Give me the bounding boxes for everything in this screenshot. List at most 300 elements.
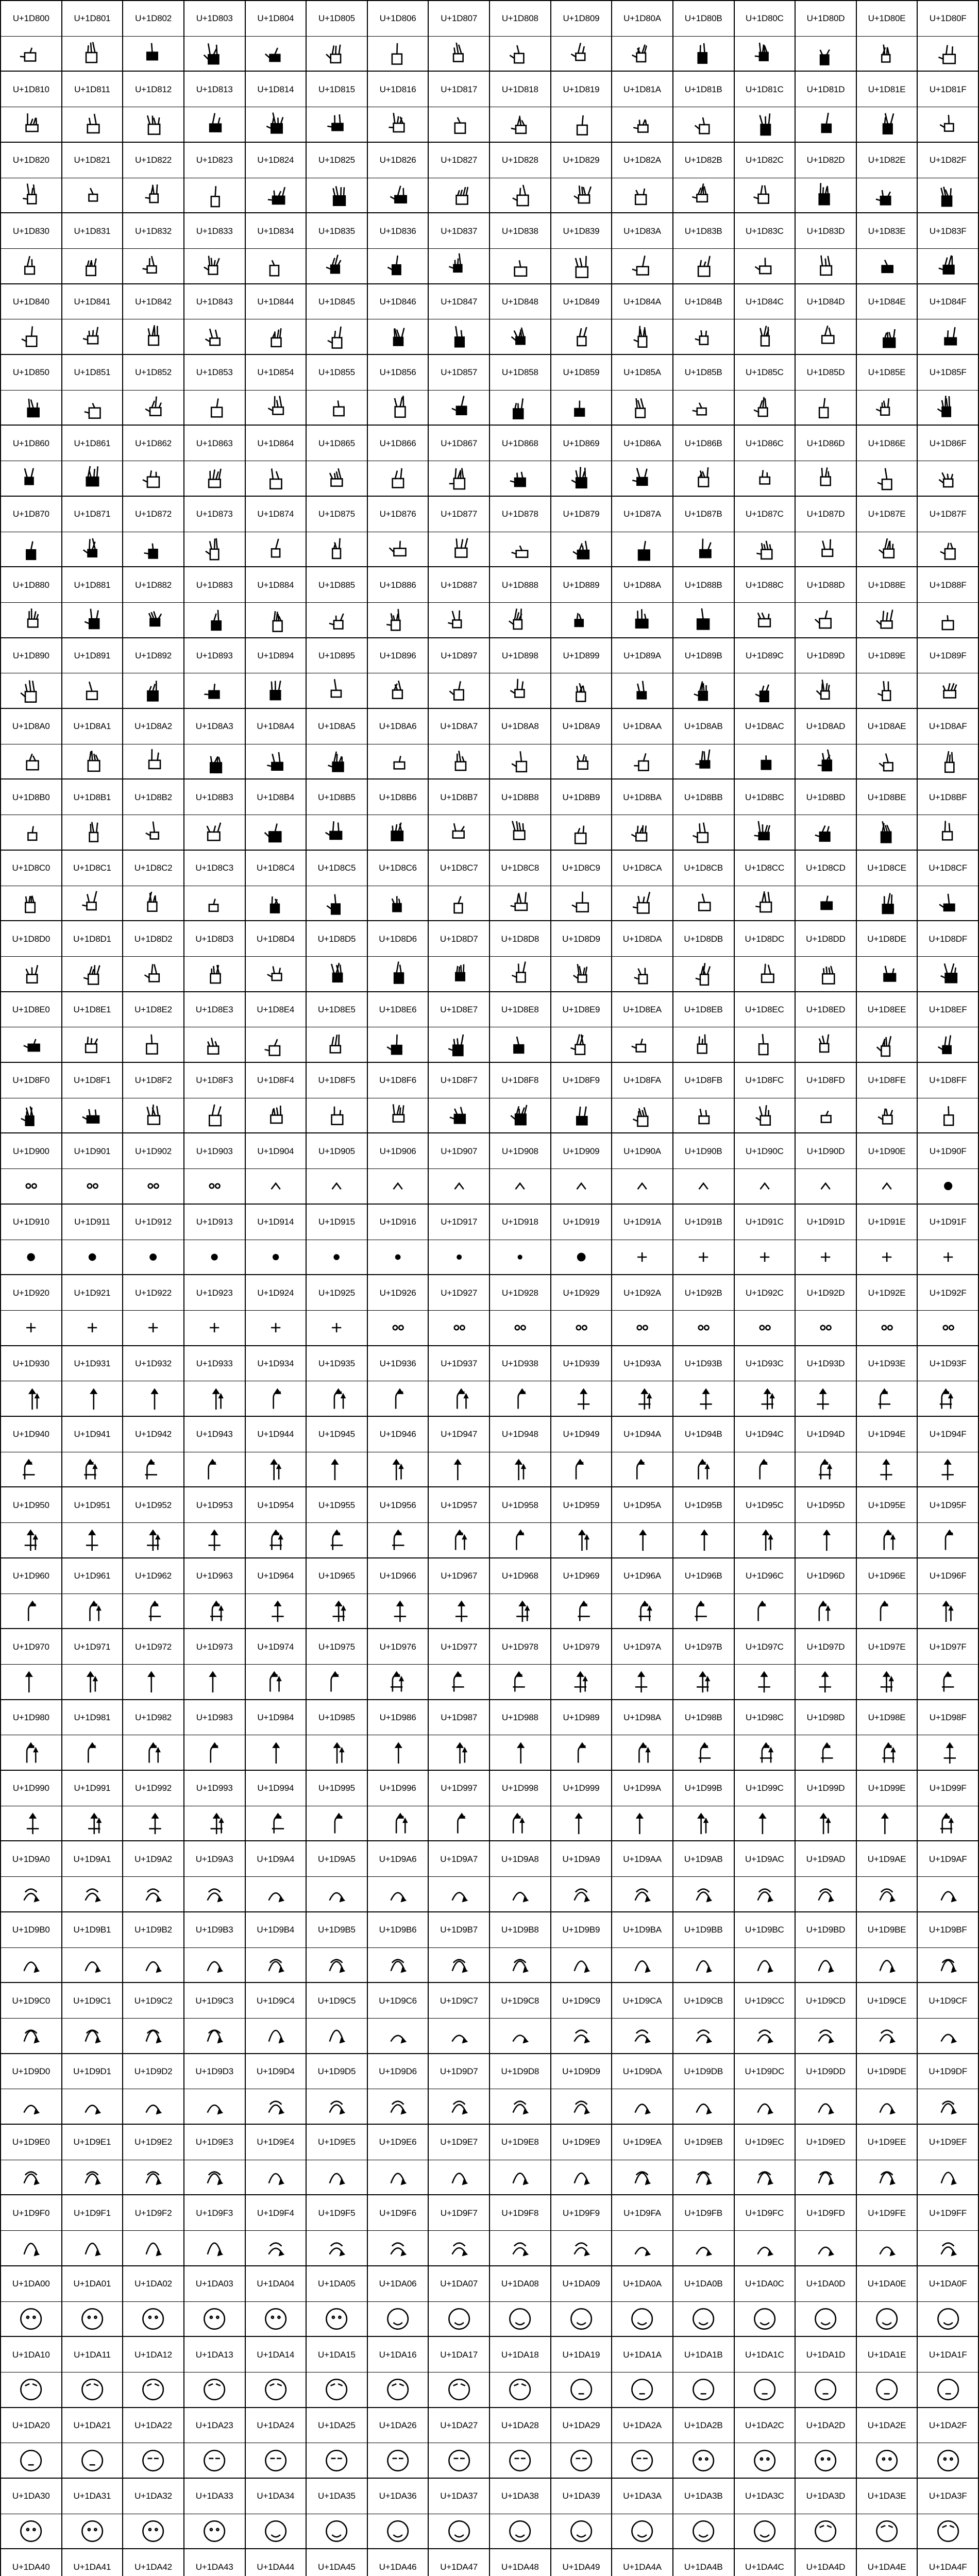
codepoint-label: U+1D9BC (735, 1912, 796, 1948)
glyph-drawing (501, 2022, 538, 2049)
glyph-drawing (685, 677, 722, 704)
glyph-drawing (257, 394, 294, 421)
codepoint-label: U+1D9B8 (490, 1912, 551, 1948)
codepoint-label: U+1D8B6 (368, 779, 429, 815)
glyph-drawing (74, 2093, 111, 2120)
codepoint-label: U+1D906 (368, 1133, 429, 1169)
glyph-drawing (563, 1668, 600, 1695)
sutton-signwriting-glyph-icon (123, 1311, 184, 1346)
glyph-drawing (441, 606, 478, 633)
glyph-drawing (74, 1881, 111, 1908)
sutton-signwriting-glyph-icon (62, 1665, 124, 1700)
sutton-signwriting-glyph-icon (490, 2443, 551, 2479)
sutton-signwriting-glyph-icon (612, 1381, 673, 1417)
codepoint-label: U+1D969 (551, 1558, 613, 1594)
sutton-signwriting-glyph-icon (857, 532, 918, 568)
glyph-drawing (868, 1385, 905, 1412)
codepoint-label: U+1D9F3 (184, 2195, 246, 2231)
codepoint-label: U+1D9AE (857, 1841, 918, 1877)
glyph-drawing (868, 1031, 905, 1058)
glyph-drawing (623, 960, 661, 987)
codepoint-label: U+1D911 (62, 1205, 124, 1240)
glyph-drawing (318, 1031, 355, 1058)
codepoint-label: U+1D91A (612, 1205, 673, 1240)
codepoint-label: U+1D88C (735, 567, 796, 603)
sutton-signwriting-glyph-icon (673, 1169, 735, 1205)
codepoint-label: U+1D972 (123, 1629, 184, 1665)
codepoint-label: U+1D9C1 (62, 1983, 124, 2019)
sutton-signwriting-glyph-icon (123, 1240, 184, 1276)
sutton-signwriting-glyph-icon (1, 1948, 62, 1984)
sutton-signwriting-glyph-icon (490, 37, 551, 72)
sutton-signwriting-glyph-icon (62, 603, 124, 638)
sutton-signwriting-glyph-icon (1, 1240, 62, 1276)
codepoint-label: U+1D917 (429, 1205, 490, 1240)
glyph-drawing (12, 1173, 49, 1199)
codepoint-label: U+1D964 (246, 1558, 307, 1594)
sutton-signwriting-glyph-icon (246, 2019, 307, 2054)
glyph-drawing (807, 536, 844, 563)
codepoint-label: U+1D83F (918, 213, 979, 249)
sutton-signwriting-glyph-icon (184, 744, 246, 780)
codepoint-label: U+1D998 (490, 1771, 551, 1806)
codepoint-label: U+1DA16 (368, 2337, 429, 2372)
sutton-signwriting-glyph-icon (368, 461, 429, 497)
sutton-signwriting-glyph-icon (857, 1027, 918, 1063)
sutton-signwriting-glyph-icon (246, 2231, 307, 2266)
codepoint-label: U+1D9AF (918, 1841, 979, 1877)
sutton-signwriting-glyph-icon (796, 1665, 857, 1700)
glyph-drawing (257, 2235, 294, 2262)
glyph-drawing (257, 819, 294, 845)
sutton-signwriting-glyph-icon (490, 319, 551, 355)
codepoint-label: U+1D81C (735, 72, 796, 107)
codepoint-label: U+1D93A (612, 1346, 673, 1382)
glyph-drawing (379, 1456, 416, 1483)
codepoint-label: U+1DA40 (1, 2549, 62, 2576)
codepoint-label: U+1D945 (307, 1417, 368, 1452)
codepoint-label: U+1D8FC (735, 1063, 796, 1098)
glyph-drawing (746, 1244, 783, 1270)
codepoint-label: U+1D865 (307, 426, 368, 461)
codepoint-label: U+1D840 (1, 284, 62, 320)
codepoint-label: U+1D803 (184, 1, 246, 37)
glyph-drawing (930, 1173, 967, 1199)
sutton-signwriting-glyph-icon (246, 107, 307, 143)
codepoint-label: U+1D81B (673, 72, 735, 107)
glyph-drawing (441, 819, 478, 845)
codepoint-label: U+1D868 (490, 426, 551, 461)
sutton-signwriting-glyph-icon (368, 1027, 429, 1063)
glyph-drawing (12, 1102, 49, 1129)
glyph-drawing (257, 1314, 294, 1341)
glyph-drawing (685, 2235, 722, 2262)
sutton-signwriting-glyph-icon (307, 178, 368, 214)
codepoint-label: U+1D9B9 (551, 1912, 613, 1948)
codepoint-label: U+1D8A3 (184, 709, 246, 744)
sutton-signwriting-glyph-icon (184, 1381, 246, 1417)
codepoint-label: U+1D80A (612, 1, 673, 37)
sutton-signwriting-glyph-icon (1, 2160, 62, 2196)
sutton-signwriting-glyph-icon (1, 2443, 62, 2479)
sutton-signwriting-glyph-icon (612, 1665, 673, 1700)
glyph-drawing (623, 1598, 661, 1624)
codepoint-label: U+1D817 (429, 72, 490, 107)
codepoint-label: U+1DA27 (429, 2408, 490, 2444)
sutton-signwriting-glyph-icon (62, 2089, 124, 2125)
glyph-drawing (257, 111, 294, 138)
codepoint-label: U+1D903 (184, 1133, 246, 1169)
glyph-drawing (318, 40, 355, 67)
codepoint-label: U+1D8C5 (307, 851, 368, 886)
glyph-drawing (441, 1385, 478, 1412)
codepoint-label: U+1D9FD (796, 2195, 857, 2231)
glyph-drawing (196, 960, 233, 987)
glyph-drawing (746, 2093, 783, 2120)
codepoint-label: U+1D981 (62, 1700, 124, 1736)
codepoint-label: U+1D801 (62, 1, 124, 37)
sutton-signwriting-glyph-icon (796, 1027, 857, 1063)
codepoint-label: U+1D92C (735, 1275, 796, 1311)
glyph-drawing (196, 1102, 233, 1129)
codepoint-label: U+1D8F2 (123, 1063, 184, 1098)
sutton-signwriting-glyph-icon (735, 2160, 796, 2196)
glyph-drawing (868, 2376, 905, 2403)
codepoint-label: U+1D942 (123, 1417, 184, 1452)
codepoint-label: U+1D875 (307, 497, 368, 532)
codepoint-label: U+1D894 (246, 638, 307, 674)
glyph-drawing (12, 819, 49, 845)
sutton-signwriting-glyph-icon (857, 37, 918, 72)
sutton-signwriting-glyph-icon (551, 391, 613, 426)
codepoint-label: U+1D837 (429, 213, 490, 249)
glyph-drawing (868, 1952, 905, 1978)
glyph-drawing (746, 111, 783, 138)
glyph-drawing (563, 1244, 600, 1270)
sutton-signwriting-glyph-icon (246, 391, 307, 426)
sutton-signwriting-glyph-icon (429, 1452, 490, 1488)
codepoint-label: U+1D8F8 (490, 1063, 551, 1098)
codepoint-label: U+1D948 (490, 1417, 551, 1452)
glyph-drawing (930, 1456, 967, 1483)
codepoint-label: U+1D956 (368, 1487, 429, 1523)
glyph-drawing (196, 1810, 233, 1837)
sutton-signwriting-glyph-icon (368, 37, 429, 72)
sutton-signwriting-glyph-icon (62, 2302, 124, 2337)
codepoint-label: U+1D872 (123, 497, 184, 532)
codepoint-label: U+1DA20 (1, 2408, 62, 2444)
glyph-drawing (12, 1598, 49, 1624)
codepoint-label: U+1D9DA (612, 2054, 673, 2090)
glyph-drawing (563, 1881, 600, 1908)
glyph-drawing (930, 1527, 967, 1553)
glyph-drawing (868, 2164, 905, 2191)
sutton-signwriting-glyph-icon (673, 2372, 735, 2408)
codepoint-label: U+1D891 (62, 638, 124, 674)
glyph-drawing (318, 1598, 355, 1624)
codepoint-label: U+1D8AB (673, 709, 735, 744)
sutton-signwriting-glyph-icon (673, 1665, 735, 1700)
glyph-drawing (74, 2518, 111, 2545)
codepoint-label: U+1D952 (123, 1487, 184, 1523)
sutton-signwriting-glyph-icon (673, 1381, 735, 1417)
glyph-drawing (441, 252, 478, 279)
codepoint-label: U+1D97A (612, 1629, 673, 1665)
codepoint-label: U+1D88B (673, 567, 735, 603)
sutton-signwriting-glyph-icon (551, 532, 613, 568)
codepoint-label: U+1DA22 (123, 2408, 184, 2444)
glyph-drawing (12, 2376, 49, 2403)
codepoint-label: U+1D9C3 (184, 1983, 246, 2019)
sutton-signwriting-glyph-icon (673, 461, 735, 497)
sutton-signwriting-glyph-icon (184, 1665, 246, 1700)
sutton-signwriting-glyph-icon (62, 1027, 124, 1063)
glyph-drawing (563, 2376, 600, 2403)
glyph-drawing (623, 465, 661, 492)
codepoint-label: U+1D8B1 (62, 779, 124, 815)
sutton-signwriting-glyph-icon (673, 1098, 735, 1134)
sutton-signwriting-glyph-icon (490, 532, 551, 568)
sutton-signwriting-glyph-icon (918, 2019, 979, 2054)
codepoint-label: U+1D9F1 (62, 2195, 124, 2231)
glyph-drawing (623, 1244, 661, 1270)
sutton-signwriting-glyph-icon (123, 603, 184, 638)
glyph-drawing (257, 1031, 294, 1058)
codepoint-label: U+1DA01 (62, 2266, 124, 2302)
codepoint-label: U+1D99C (735, 1771, 796, 1806)
glyph-drawing (257, 748, 294, 775)
codepoint-label: U+1D8DA (612, 921, 673, 957)
sutton-signwriting-glyph-icon (62, 249, 124, 284)
codepoint-label: U+1D864 (246, 426, 307, 461)
glyph-drawing (441, 2093, 478, 2120)
codepoint-label: U+1D958 (490, 1487, 551, 1523)
sutton-signwriting-glyph-icon (673, 1735, 735, 1771)
sutton-signwriting-glyph-icon (368, 1877, 429, 1912)
codepoint-label: U+1D997 (429, 1771, 490, 1806)
codepoint-label: U+1D852 (123, 355, 184, 391)
sutton-signwriting-glyph-icon (612, 2302, 673, 2337)
sutton-signwriting-glyph-icon (246, 2302, 307, 2337)
sutton-signwriting-glyph-icon (1, 1381, 62, 1417)
glyph-drawing (807, 324, 844, 350)
glyph-drawing (930, 606, 967, 633)
sutton-signwriting-glyph-icon (612, 2231, 673, 2266)
codepoint-label: U+1D913 (184, 1205, 246, 1240)
codepoint-label: U+1D9F0 (1, 2195, 62, 2231)
glyph-drawing (134, 1739, 172, 1766)
codepoint-label: U+1D9D1 (62, 2054, 124, 2090)
sutton-signwriting-glyph-icon (918, 1240, 979, 1276)
sutton-signwriting-glyph-icon (673, 2514, 735, 2550)
glyph-drawing (196, 1244, 233, 1270)
codepoint-label: U+1D90A (612, 1133, 673, 1169)
codepoint-label: U+1D856 (368, 355, 429, 391)
sutton-signwriting-glyph-icon (612, 249, 673, 284)
glyph-drawing (441, 2235, 478, 2262)
glyph-drawing (563, 324, 600, 350)
codepoint-label: U+1D8E4 (246, 992, 307, 1028)
glyph-drawing (196, 2093, 233, 2120)
glyph-drawing (379, 2022, 416, 2049)
codepoint-label: U+1D84E (857, 284, 918, 320)
codepoint-label: U+1D8F9 (551, 1063, 613, 1098)
codepoint-label: U+1D960 (1, 1558, 62, 1594)
codepoint-label: U+1D882 (123, 567, 184, 603)
glyph-drawing (196, 394, 233, 421)
sutton-signwriting-glyph-icon (918, 1665, 979, 1700)
sutton-signwriting-glyph-icon (246, 1806, 307, 1842)
glyph-drawing (501, 606, 538, 633)
codepoint-label: U+1D8D2 (123, 921, 184, 957)
codepoint-label: U+1D8B3 (184, 779, 246, 815)
sutton-signwriting-glyph-icon (184, 2089, 246, 2125)
glyph-drawing (868, 2022, 905, 2049)
glyph-drawing (257, 2518, 294, 2545)
sutton-signwriting-glyph-icon (1, 37, 62, 72)
codepoint-label: U+1D81A (612, 72, 673, 107)
glyph-drawing (807, 465, 844, 492)
glyph-drawing (318, 111, 355, 138)
sutton-signwriting-glyph-icon (551, 37, 613, 72)
codepoint-label: U+1DA41 (62, 2549, 124, 2576)
glyph-drawing (318, 1668, 355, 1695)
codepoint-label: U+1D8AE (857, 709, 918, 744)
codepoint-label: U+1D8BE (857, 779, 918, 815)
sutton-signwriting-glyph-icon (918, 1594, 979, 1630)
glyph-drawing (746, 1456, 783, 1483)
codepoint-label: U+1D893 (184, 638, 246, 674)
glyph-drawing (134, 2518, 172, 2545)
glyph-drawing (196, 2518, 233, 2545)
sutton-signwriting-glyph-icon (184, 1877, 246, 1912)
glyph-drawing (623, 1881, 661, 1908)
glyph-drawing (379, 1385, 416, 1412)
sutton-signwriting-glyph-icon (857, 673, 918, 709)
codepoint-label: U+1D812 (123, 72, 184, 107)
codepoint-label: U+1D9EE (857, 2125, 918, 2160)
codepoint-label: U+1D82B (673, 143, 735, 178)
sutton-signwriting-glyph-icon (490, 1948, 551, 1984)
glyph-drawing (501, 1385, 538, 1412)
sutton-signwriting-glyph-icon (307, 391, 368, 426)
codepoint-label: U+1D8A5 (307, 709, 368, 744)
sutton-signwriting-glyph-icon (551, 1240, 613, 1276)
sutton-signwriting-glyph-icon (184, 1452, 246, 1488)
glyph-drawing (501, 182, 538, 209)
glyph-drawing (318, 1102, 355, 1129)
codepoint-label: U+1DA2C (735, 2408, 796, 2444)
sutton-signwriting-glyph-icon (184, 461, 246, 497)
glyph-drawing (12, 606, 49, 633)
sutton-signwriting-glyph-icon (368, 2514, 429, 2550)
sutton-signwriting-glyph-icon (123, 1452, 184, 1488)
codepoint-label: U+1D8EF (918, 992, 979, 1028)
sutton-signwriting-glyph-icon (918, 2160, 979, 2196)
glyph-drawing (930, 1668, 967, 1695)
sutton-signwriting-glyph-icon (123, 744, 184, 780)
sutton-signwriting-glyph-icon (307, 2302, 368, 2337)
glyph-drawing (257, 890, 294, 917)
codepoint-label: U+1D8A8 (490, 709, 551, 744)
glyph-drawing (74, 2306, 111, 2332)
codepoint-label: U+1D899 (551, 638, 613, 674)
codepoint-label: U+1D937 (429, 1346, 490, 1382)
codepoint-label: U+1DA4D (796, 2549, 857, 2576)
codepoint-label: U+1D8D1 (62, 921, 124, 957)
glyph-drawing (501, 2376, 538, 2403)
sutton-signwriting-glyph-icon (62, 178, 124, 214)
codepoint-label: U+1D8BF (918, 779, 979, 815)
glyph-drawing (74, 1385, 111, 1412)
sutton-signwriting-glyph-icon (123, 815, 184, 851)
glyph-drawing (563, 252, 600, 279)
sutton-signwriting-glyph-icon (184, 603, 246, 638)
codepoint-label: U+1D842 (123, 284, 184, 320)
glyph-drawing (807, 890, 844, 917)
glyph-drawing (807, 1527, 844, 1553)
codepoint-label: U+1D9CD (796, 1983, 857, 2019)
glyph-drawing (746, 2022, 783, 2049)
sutton-signwriting-glyph-icon (490, 461, 551, 497)
sutton-signwriting-glyph-icon (184, 319, 246, 355)
glyph-drawing (441, 2306, 478, 2332)
codepoint-label: U+1D920 (1, 1275, 62, 1311)
glyph-drawing (685, 960, 722, 987)
sutton-signwriting-glyph-icon (246, 1452, 307, 1488)
sutton-signwriting-glyph-icon (307, 37, 368, 72)
glyph-drawing (318, 748, 355, 775)
glyph-drawing (196, 606, 233, 633)
sutton-signwriting-glyph-icon (368, 2372, 429, 2408)
sutton-signwriting-glyph-icon (1, 1665, 62, 1700)
sutton-signwriting-glyph-icon (612, 1523, 673, 1558)
sutton-signwriting-glyph-icon (551, 957, 613, 992)
codepoint-label: U+1D9E0 (1, 2125, 62, 2160)
sutton-signwriting-glyph-icon (307, 1523, 368, 1558)
codepoint-label: U+1D979 (551, 1629, 613, 1665)
codepoint-label: U+1D91B (673, 1205, 735, 1240)
sutton-signwriting-glyph-icon (123, 1877, 184, 1912)
sutton-signwriting-glyph-icon (796, 2514, 857, 2550)
codepoint-label: U+1D98D (796, 1700, 857, 1736)
sutton-signwriting-glyph-icon (184, 1948, 246, 1984)
sutton-signwriting-glyph-icon (735, 2443, 796, 2479)
sutton-signwriting-glyph-icon (490, 744, 551, 780)
glyph-drawing (563, 2447, 600, 2474)
sutton-signwriting-glyph-icon (246, 1877, 307, 1912)
codepoint-label: U+1D910 (1, 1205, 62, 1240)
sutton-signwriting-glyph-icon (490, 1027, 551, 1063)
glyph-drawing (563, 1952, 600, 1978)
glyph-drawing (379, 1527, 416, 1553)
codepoint-label: U+1D905 (307, 1133, 368, 1169)
codepoint-label: U+1D980 (1, 1700, 62, 1736)
codepoint-label: U+1D8FF (918, 1063, 979, 1098)
codepoint-label: U+1D996 (368, 1771, 429, 1806)
sutton-signwriting-glyph-icon (551, 2302, 613, 2337)
codepoint-label: U+1D87E (857, 497, 918, 532)
sutton-signwriting-glyph-icon (62, 1240, 124, 1276)
codepoint-label: U+1D989 (551, 1700, 613, 1736)
sutton-signwriting-glyph-icon (1, 178, 62, 214)
sutton-signwriting-glyph-icon (429, 1240, 490, 1276)
glyph-drawing (930, 748, 967, 775)
codepoint-label: U+1D8D3 (184, 921, 246, 957)
sutton-signwriting-glyph-icon (612, 391, 673, 426)
sutton-signwriting-glyph-icon (246, 886, 307, 922)
codepoint-label: U+1D8A9 (551, 709, 613, 744)
